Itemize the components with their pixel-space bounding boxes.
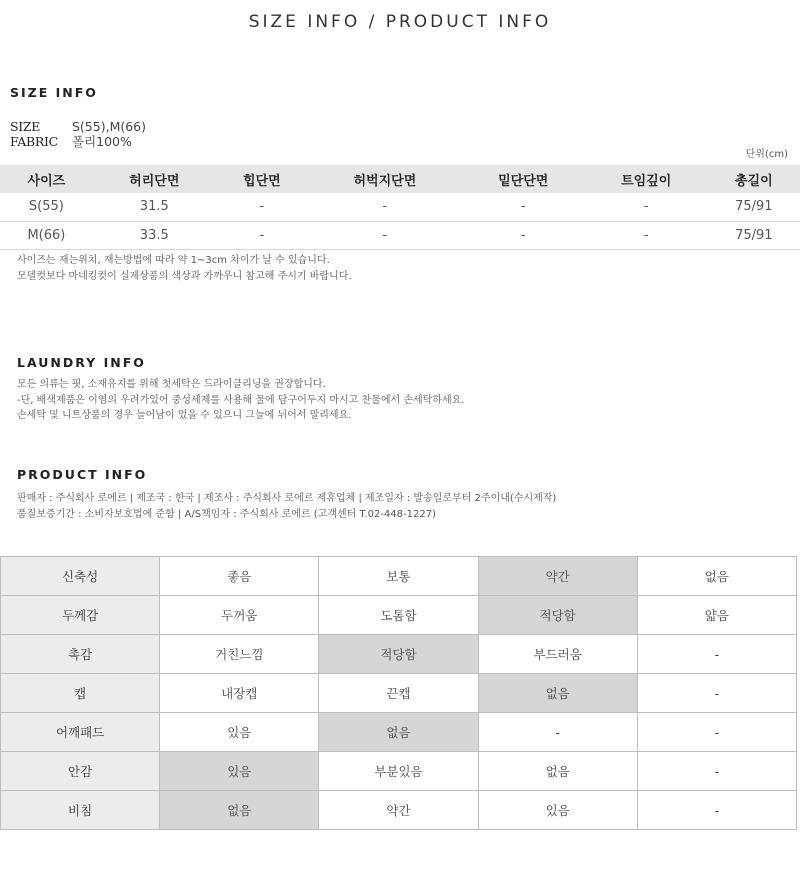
attribute-option: -	[637, 635, 796, 674]
column-header: 힙단면	[216, 165, 308, 193]
attribute-label: 신축성	[1, 557, 160, 596]
attribute-option: -	[478, 713, 637, 752]
attribute-row	[1, 674, 797, 713]
attribute-label: 촉감	[1, 635, 160, 674]
unit-note: 단위(cm)	[745, 149, 788, 160]
attribute-option: 있음	[160, 713, 319, 752]
table-cell: -	[585, 193, 708, 221]
attribute-option: 부분있음	[319, 752, 478, 791]
size-info-heading: SIZE INFO	[10, 85, 98, 100]
attribute-option: 끈캡	[319, 674, 478, 713]
attribute-label: 두께감	[1, 596, 160, 635]
attribute-label: 캡	[1, 674, 160, 713]
fabric-value: 폴리100%	[72, 134, 132, 149]
laundry-notes	[17, 377, 464, 424]
attribute-option-selected: 없음	[319, 713, 478, 752]
column-header: 사이즈	[0, 165, 93, 193]
attribute-option: 약간	[319, 791, 478, 830]
product-notes	[17, 491, 556, 522]
column-header: 총길이	[708, 165, 800, 193]
attribute-option: -	[637, 752, 796, 791]
fabric-label: FABRIC	[10, 134, 58, 149]
table-cell: 75/91	[708, 193, 800, 221]
attribute-option: 좋음	[160, 557, 319, 596]
attribute-option-selected: 적당함	[478, 596, 637, 635]
product-line: 판매자 : 주식회사 로에르 | 제조국 : 한국 | 제조사 : 주식회사 로에르 제휴업체 | 제조일자 : 발송일로부터 2주이내(수시제작)	[17, 493, 557, 504]
attribute-option-selected: 있음	[160, 752, 319, 791]
attribute-option: 거친느낌	[160, 635, 319, 674]
column-header: 밑단단면	[462, 165, 585, 193]
table-cell: 75/91	[708, 221, 800, 249]
table-cell: -	[585, 221, 708, 249]
table-cell: -	[216, 221, 308, 249]
table-cell: -	[308, 221, 462, 249]
product-info-heading: PRODUCT INFO	[17, 467, 148, 482]
attribute-option: 없음	[478, 752, 637, 791]
attribute-option: 도톰함	[319, 596, 478, 635]
attribute-label: 어깨패드	[1, 713, 160, 752]
table-row	[0, 221, 800, 249]
attribute-option-selected: 약간	[478, 557, 637, 596]
page-title: SIZE INFO / PRODUCT INFO	[248, 12, 552, 32]
table-row	[0, 193, 800, 221]
attribute-option: 있음	[478, 791, 637, 830]
column-header: 허리단면	[93, 165, 216, 193]
laundry-line: 손세탁 및 니트상품의 경우 늘어남이 었을 수 있으니 그늘에 뉘어서 말리세요.	[17, 410, 352, 421]
table-cell: -	[462, 193, 585, 221]
table-cell: -	[462, 221, 585, 249]
size-table	[0, 165, 800, 250]
attribute-option: 없음	[637, 557, 796, 596]
attribute-option-selected: 적당함	[319, 635, 478, 674]
note-line: 사이즈는 재는위치, 재는방법에 따라 약 1~3cm 차이가 날 수 있습니다.	[17, 255, 330, 266]
attribute-table	[0, 556, 797, 830]
attribute-row	[1, 791, 797, 830]
table-cell: S(55)	[0, 193, 93, 221]
attribute-row	[1, 713, 797, 752]
attribute-option: 내장캡	[160, 674, 319, 713]
attribute-row	[1, 752, 797, 791]
attribute-row	[1, 557, 797, 596]
laundry-line: -단, 배색제품은 이염의 우려가있어 중성세제를 사용해 물에 담구어두지 마시고 찬물에서 손세탁하세요.	[17, 394, 465, 406]
attribute-option: 보통	[319, 557, 478, 596]
attribute-option: 얇음	[637, 596, 796, 635]
table-cell: -	[216, 193, 308, 221]
size-table-header	[0, 165, 800, 193]
size-meta	[10, 119, 146, 149]
note-line: 모델컷보다 마네킹컷이 실제상품의 색상과 가까우니 참고해 주시기 바랍니다.	[17, 270, 352, 282]
column-header: 허벅지단면	[308, 165, 462, 193]
table-cell: 33.5	[93, 221, 216, 249]
laundry-line: 모든 의류는 핏, 소재유지를 위해 첫세탁은 드라이클리닝을 권장합니다.	[17, 379, 326, 390]
attribute-row	[1, 635, 797, 674]
attribute-option: -	[637, 791, 796, 830]
table-cell: M(66)	[0, 221, 93, 249]
attribute-option: -	[637, 713, 796, 752]
table-cell: -	[308, 193, 462, 221]
size-value: S(55),M(66)	[72, 119, 147, 134]
size-label: SIZE	[10, 119, 41, 134]
attribute-option-selected: 없음	[478, 674, 637, 713]
size-notes	[17, 253, 352, 284]
attribute-row	[1, 596, 797, 635]
product-line: 품질보증기간 : 소비자보호법에 준함 | A/S책임자 : 주식회사 로에르 (고객센터 T.02-448-1227)	[17, 508, 436, 520]
attribute-label: 안감	[1, 752, 160, 791]
laundry-info-heading: LAUNDRY INFO	[17, 355, 146, 370]
attribute-option: 부드러움	[478, 635, 637, 674]
attribute-option: 두꺼움	[160, 596, 319, 635]
table-cell: 31.5	[93, 193, 216, 221]
attribute-option-selected: 없음	[160, 791, 319, 830]
column-header: 트임깊이	[585, 165, 708, 193]
attribute-label: 비침	[1, 791, 160, 830]
attribute-option: -	[637, 674, 796, 713]
